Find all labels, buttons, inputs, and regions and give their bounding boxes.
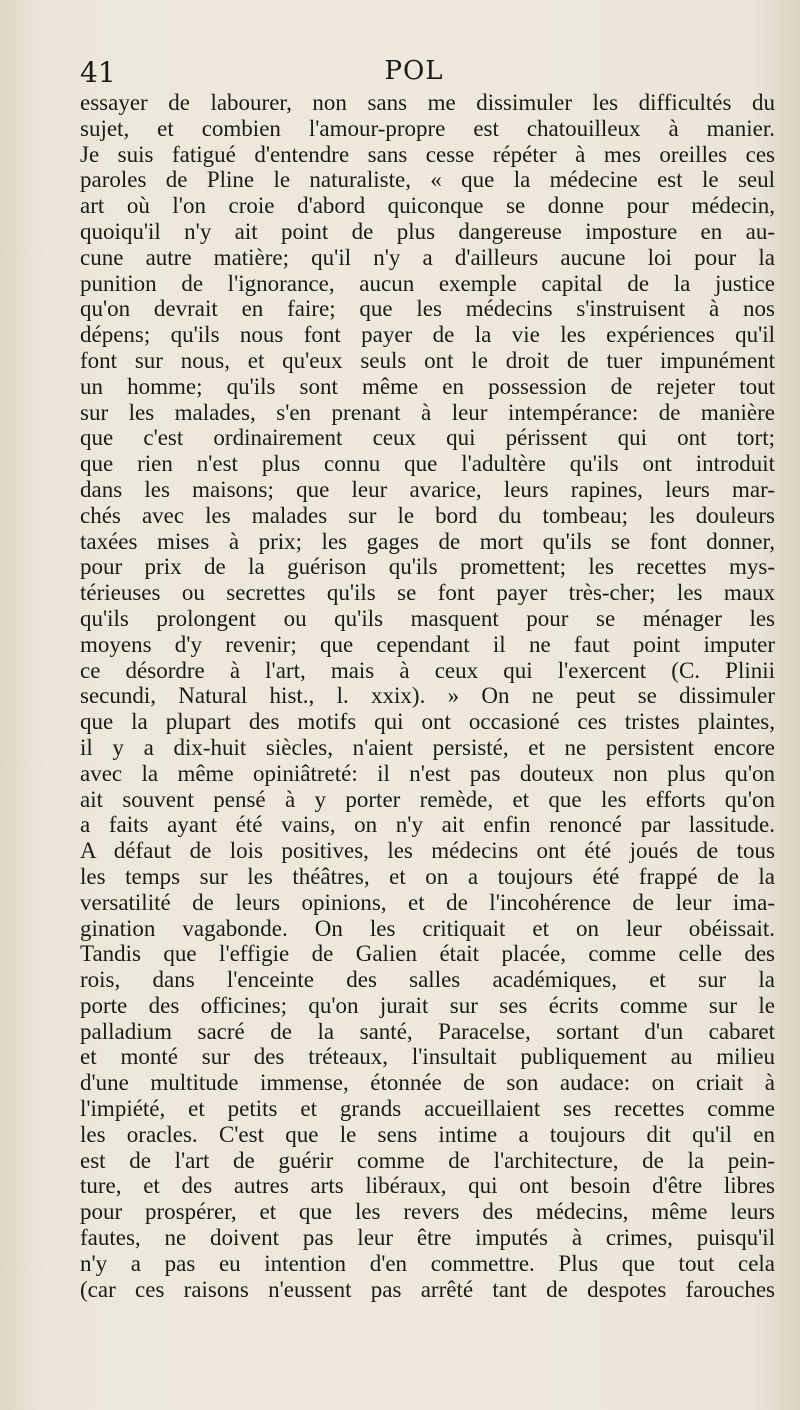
text-line: moyens d'y revenir; que cependant il ne faut point imputer <box>80 631 775 657</box>
text-line: gination vagabonde. On les critiquait et on leur obéissait. <box>80 915 775 941</box>
text-line: n'y a pas eu intention d'en commettre. Plus que tout cela <box>80 1250 775 1276</box>
text-line: paroles de Pline le naturaliste, « que la médecine est le seul <box>80 167 775 193</box>
text-line: pour prospérer, et que les revers des médecins, même leurs <box>80 1199 775 1225</box>
text-line: qu'on devrait en faire; que les médecins s'instruisent à nos <box>80 296 775 322</box>
text-line: il y a dix-huit siècles, n'aient persisté, et ne persistent encore <box>80 734 775 760</box>
text-line: a faits ayant été vains, on n'y ait enfin renoncé par lassitude. <box>80 812 775 838</box>
text-line: Je suis fatigué d'entendre sans cesse répéter à mes oreilles ces <box>80 141 775 167</box>
text-line: font sur nous, et qu'eux seuls ont le droit de tuer impunément <box>80 347 775 373</box>
text-line: fautes, ne doivent pas leur être imputés à crimes, puisqu'il <box>80 1225 775 1251</box>
text-line: cune autre matière; qu'il n'y a d'ailleurs aucune loi pour la <box>80 244 775 270</box>
text-line: que la plupart des motifs qui ont occasioné ces tristes plaintes, <box>80 709 775 735</box>
running-head: POL <box>384 56 444 86</box>
text-line: ait souvent pensé à y porter remède, et que les efforts qu'on <box>80 786 775 812</box>
text-line: ce désordre à l'art, mais à ceux qui l'exercent (C. Plinii <box>80 657 775 683</box>
text-line: essayer de labourer, non sans me dissimuler les difficultés du <box>80 90 775 115</box>
text-line: Tandis que l'effigie de Galien était placée, comme celle des <box>80 941 775 967</box>
text-line: ture, et des autres arts libéraux, qui ont besoin d'être libres <box>80 1173 775 1199</box>
text-line: palladium sacré de la santé, Paracelse, sortant d'un cabaret <box>80 1018 775 1044</box>
text-line: (car ces raisons n'eussent pas arrêté tant de despotes farouches <box>80 1276 775 1302</box>
text-line: A défaut de lois positives, les médecins ont été joués de tous <box>80 838 775 864</box>
text-line: qu'ils prolongent ou qu'ils masquent pour se ménager les <box>80 605 775 631</box>
text-line: porte des officines; qu'on jurait sur ses écrits comme sur le <box>80 992 775 1018</box>
text-line: avec la même opiniâtreté: il n'est pas douteux non plus qu'on <box>80 760 775 786</box>
page-number: 41 <box>80 56 116 89</box>
text-line: versatilité de leurs opinions, et de l'incohérence de leur ima- <box>80 889 775 915</box>
body-text <box>80 90 775 1302</box>
text-line: que c'est ordinairement ceux qui périssent qui ont tort; <box>80 425 775 451</box>
text-line: dépens; qu'ils nous font payer de la vie les expériences qu'il <box>80 322 775 348</box>
text-line: l'impiété, et petits et grands accueillaient ses recettes comme <box>80 1096 775 1122</box>
page-header <box>78 56 764 90</box>
text-line: dans les maisons; que leur avarice, leurs rapines, leurs mar- <box>80 476 775 502</box>
text-line: sujet, et combien l'amour-propre est chatouilleux à manier. <box>80 115 775 141</box>
text-line: les temps sur les théâtres, et on a toujours été frappé de la <box>80 863 775 889</box>
text-line: sur les malades, s'en prenant à leur intempérance: de manière <box>80 399 775 425</box>
text-line: punition de l'ignorance, aucun exemple capital de la justice <box>80 270 775 296</box>
text-line: rois, dans l'enceinte des salles académiques, et sur la <box>80 967 775 993</box>
text-line: chés avec les malades sur le bord du tombeau; les douleurs <box>80 502 775 528</box>
text-line: pour prix de la guérison qu'ils promettent; les recettes mys- <box>80 554 775 580</box>
text-line: un homme; qu'ils sont même en possession de rejeter tout <box>80 373 775 399</box>
text-line: que rien n'est plus connu que l'adultère qu'ils ont introduit <box>80 451 775 477</box>
text-line: d'une multitude immense, étonnée de son audace: on criait à <box>80 1070 775 1096</box>
text-line: quoiqu'il n'y ait point de plus dangereuse imposture en au- <box>80 218 775 244</box>
text-line: est de l'art de guérir comme de l'architecture, de la pein- <box>80 1147 775 1173</box>
text-line: secundi, Natural hist., l. xxix). » On ne peut se dissimuler <box>80 683 775 709</box>
text-line: térieuses ou secrettes qu'ils se font payer très-cher; les maux <box>80 580 775 606</box>
text-line: les oracles. C'est que le sens intime a toujours dit qu'il en <box>80 1121 775 1147</box>
text-line: taxées mises à prix; les gages de mort qu'ils se font donner, <box>80 528 775 554</box>
text-line: et monté sur des tréteaux, l'insultait publiquement au milieu <box>80 1044 775 1070</box>
text-line: art où l'on croie d'abord quiconque se donne pour médecin, <box>80 193 775 219</box>
